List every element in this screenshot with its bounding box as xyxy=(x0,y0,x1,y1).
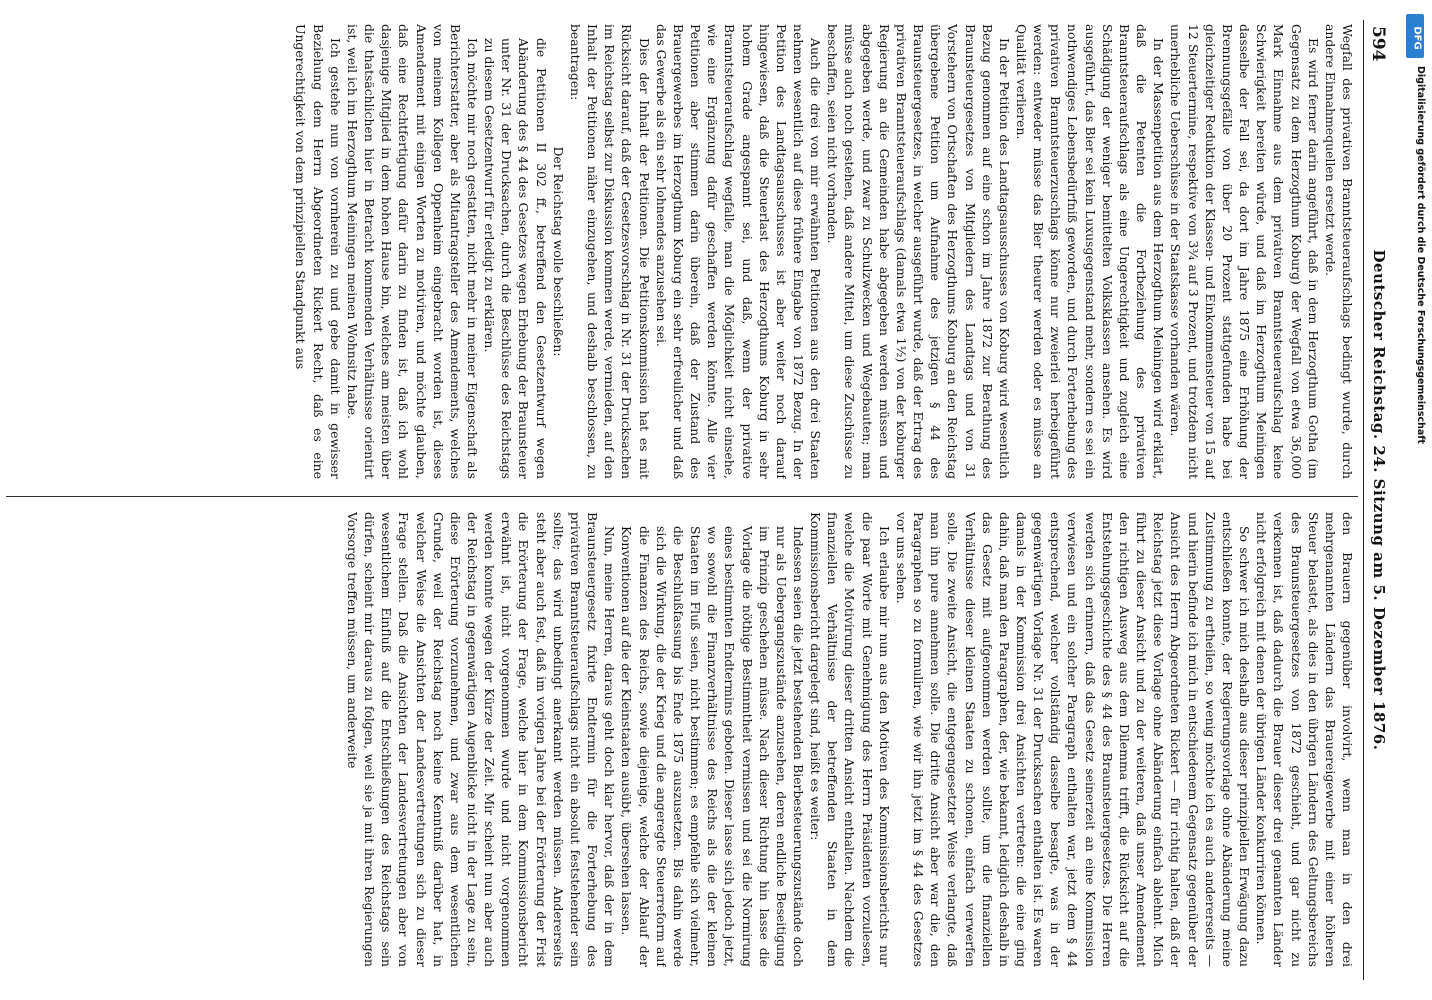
text-column-left xyxy=(6,24,1356,479)
column-divider xyxy=(6,496,1358,497)
quoted-passage: Indessen seien die jetzt bestehenden Bierbesteuerungszustände doch nur als Uebergangszustände anzusehen, deren endliche Beseitigung im Prinzip geschehen müsse. Nach dieser Richtung hin lasse die Vorlage die nöthige Bestimmtheit vermissen und sei die Normirung eines bestimmten Endtermins geboten. Dieser lasse sich jedoch jetzt, wo sowohl die Finanzverhältnisse des Reichs als die der kleinen Staaten im Fluß seien, nicht bestimmen; es empfehle sich vielmehr, die Beschlußfassung bis Ende 1875 auszusetzen. Bis dahin werde sich die Wirkung, die der Krieg und die angeregte Steuerreform auf die Finanzen des Reichs, sowie diejenige, welche der Ablauf der Konventionen auf die der Kleinstaaten ausübt, übersehen lassen. xyxy=(619,526,806,967)
paragraph: Ich gestehe nun von vornherein zu und gebe damit in gewisser Beziehung dem Herrn Abgeordneten Rickert Recht, daß es eine Ungerechtigkeit von dem prinzipiellen Standpunkt aus xyxy=(293,24,343,479)
digitization-credit xyxy=(1404,12,1426,992)
paragraph: Auch die drei von mir erwähnten Petitionen aus den drei Staaten nehmen wesentlich auf diese frühere Eingabe von 1872 Bezug. In der Petition des Landtagsausschusses ist aber weiter noch darauf hingewiesen, daß die Steuerlast des Herzogthums Koburg in sehr hohem Grade angespannt sei, und daß, wenn der privative Branntsteueraufschlag wegfalle, man die Möglichkeit nicht einsehe, wie eine Ergänzung dafür geschaffen werden könnte. Alle vier Petitionen aber stimmen darin überein, daß der Zustand des Brauergewerbes im Herzogthum Koburg ein sehr erfreulicher und daß das Gewerbe als ein sehr lohnendes anzusehen sei. xyxy=(653,24,824,479)
motion-text: die Petitionen II 302 ff., betreffend den Gesetzentwurf wegen Abänderung des § 44 des Gesetzes wegen Erhebung der Braunsteuer unter Nr. 31 der Drucksachen, durch die Beschlüsse des Reichstags zu diesem Gesetzentwurf für erledigt zu erklären. xyxy=(482,38,549,479)
credit-text: Digitalisierung gefördert durch die Deutsche Forschungsgemeinschaft xyxy=(1415,66,1426,444)
paragraph: Ich möchte mir noch gestatten, nicht mehr in meiner Eigenschaft als Berichterstatter, aber als Mitantragsteller des Amendements, welches von meinem Kollegen Oppenheim eingebracht worden ist, dieses Amendement mit einigen Worten zu motiviren, und möchte glauben, daß eine Rechtfertigung dafür darin zu finden ist, daß ich wohl dasjenige Mitglied in dem hohen Hause bin, welches am meisten über die thatsächlichen hier in Betracht kommenden Verhältnisse orientirt ist, weil ich im Herzogthum Meiningen meinen Wohnsitz habe. xyxy=(344,24,481,479)
paragraph: So schwer ich mich deshalb aus dieser prinzipiellen Erwägung dazu entschließen konnte, der Regierungsvorlage ohne Abänderung meine Zustimmung zu ertheilen, so wenig möchte ich es auch andererseits — und hierin befinde ich mich in entschiedenem Gegensatz gegenüber der Ansicht des Herrn Abgeordneten Rickert — für richtig halten, daß der Reichstag jetzt diese Vorlage ohne Abänderung einfach ablehnt. Mich führt zu dieser Ansicht und zu der weiteren, daß unser Amendement den richtigen Ausweg aus dem Dilemma trifft, die Rücksicht auf die Entstehungsgeschichte des § 44 des Braunsteuergesetzes. Die Herren werden sich erinnern, daß das Gesetz seinerzeit an eine Kommission verwiesen und ein solcher Paragraph enthalten war, jetzt dem § 44 entsprechend, welcher vollständig dasselbe besagte, was in der gegenwärtigen Vorlage Nr. 31 der Drucksachen enthalten ist. Es waren damals in der Kommission drei Ansichten vertreten: die eine ging dahin, daß man den Paragraphen, der, wie bekannt, lediglich deshalb in das Gesetz mit aufgenommen werden sollte, um die finanziellen Verhältnisse dieser kleinen Staaten zu schonen, einfach verwerfen solle. Die zweite Ansicht, die entgegengesetzter Weise verlangte, daß man ihn pure annehmen solle. Die dritte Ansicht aber war die, den Paragraphen so zu formuliren, wie wir ihn jetzt im § 44 des Gesetzes vor uns sehen. xyxy=(893,512,1253,967)
dfg-logo-icon: DFG xyxy=(1406,14,1424,58)
paragraph: den Brauern gegenüber involvirt, wenn man in den drei mehrgenannten Ländern das Brauereigewerbe mit einer höheren Steuer belastet, als dies in den übrigen Ländern des Geltungsbereichs des Braunsteuergesetzes von 1872 geschieht, und gar nicht zu verkennen ist, daß dadurch die Brauer dieser drei genannten Länder nicht erfolgreich mit denen der übrigen Länder konkurriren können. xyxy=(1254,512,1355,967)
page-header xyxy=(1363,20,1390,980)
running-head: Deutscher Reichstag. 24. Sitzung am 5. Dezember 1876. xyxy=(1370,249,1388,751)
paragraph: Ich erlaube mir nun aus den Motiven des Kommissionsberichts nur die paar Worte mit Genehmigung des Herrn Präsidenten vorzulesen, welche die Motivirung dieser dritten Ansicht enthalten. Nachdem die finanziellen Verhältnisse der betreffenden Staaten in dem Kommissionsbericht dargelegt sind, heißt es weiter: xyxy=(808,512,892,967)
paragraph: In der Petition des Landtagsausschusses von Koburg wird wesentlich Bezug genommen auf eine schon im Jahre 1872 zur Berathung des Braunsteuergesetzes von Mitgliedern des Landtags und von 31 Vorstehern von Ortschaften des Herzogthums Koburg an den Reichstag übergebene Petition um Aufnahme des jetzigen § 44 des Braunsteuergesetzes, in welcher ausgeführt wurde, daß der Ertrag des privativen Branntsteueraufschlags (damals etwa 1½) von der koburger Regierung an die Gemeinden habe abgegeben werden müssen und abgegeben werde, und zwar zu Schulzwecken und Wegebauten; man müsse auch noch gestehen, daß andere Mittel, um diese Zuschüsse zu beschaffen, seien nicht vorhanden. xyxy=(825,24,1012,479)
paragraph: Es wird ferner darin angeführt, daß in dem Herzogthum Gotha (im Gegensatz zu dem Herzogthum Koburg) der Wegfall von etwa 36,000 Mark Einnahme aus dem privativen Branntsteueraufschlag keine Schwierigkeit bereiten würde, und daß im Herzogthum Meiningen dasselbe der Fall sei, da dort im Jahre 1875 eine Erhöhung der Brennungsgefälle von über 20 Prozent stattgefunden habe bei gleichzeitiger Reduktion der Klassen- und Einkommensteuer von 15 auf 12 Steuertermine, respektive von 3¾ auf 3 Prozent, und trotzdem nicht unerhebliche Ueberschüsse in der Staatskasse vorhanden wären. xyxy=(1168,24,1321,479)
paragraph: Dies der Inhalt der Petitionen. Die Petitionskommission hat es mit Rücksicht darauf, daß der Gesetzesvorschlag in Nr. 31 der Drucksachen im Reichstag selbst zur Diskussion kommen werde, vermieden, auf den Inhalt der Petitionen näher einzugehen, und deshalb beschlossen, zu beantragen: xyxy=(567,24,652,479)
motion-heading: Der Reichstag wolle beschließen: xyxy=(550,146,566,357)
paragraph: In der Massenpetition aus dem Herzogthum Meiningen wird erklärt, daß die Petenten die Fortbeziehung des privativen Branntsteueraufschlags als eine Ungerechtigkeit und zugleich eine Schädigung der weniger bemittelten Volksklassen ansehen. Es wird ausgeführt, das Bier sei kein Luxusgegenstand mehr, sondern es sei ein nothwendiges Lebensbedürfniß geworden, und durch Forterhebung des privativen Branntsteuerzuschlags könne nur zweierlei herbeigeführt werden: entweder müsse das Bier theurer werden oder es müsse an Qualität verlieren. xyxy=(1014,24,1167,479)
paragraph: Wegfall des privativen Branntsteueraufschlags bedingt wurde, durch andere Einnahmequellen ersetzt werde. xyxy=(1322,24,1355,479)
text-column-right xyxy=(6,512,1356,967)
page-number: 594 xyxy=(1368,26,1388,62)
paragraph: Nun, meine Herren, daraus geht doch klar hervor, daß der in dem Braunsteuergesetz fixirte Endtermin für die Forterhebung des privativen Branntsteueraufschlags nicht ein absolut feststehender sein sollte; das wird unbedingt anerkannt werden müssen. Andererseits steht aber auch fest, daß im vorigen Jahre bei der Erörterung der Frist die Erörterung der Frage, welche hier in dem Kommissionsbericht erwähnt ist, nicht vorgenommen wurde und nicht vorgenommen werden konnte wegen der Kürze der Zeit. Mir scheint nun aber auch der Reichstag in gegenwärtigen Augenblicke nicht in der Lage zu sein, diese Erörterung vorzunehmen, und zwar aus dem wesentlichen Grunde, weil der Reichstag noch keine Kenntniß darüber hat, in welcher Weise die Ansichten der Landesvertretungen sich zu dieser Frage stellen. Daß die Ansichten der Landesvertretungen aber von wesentlichem Einfluß auf die Entschließungen des Reichstags sein dürfen, scheint mir daraus zu folgen, weil sie ja mit ihren Regierungen Vorsorge treffen müssen, um anderweite xyxy=(344,512,618,967)
document-page xyxy=(0,20,1390,980)
